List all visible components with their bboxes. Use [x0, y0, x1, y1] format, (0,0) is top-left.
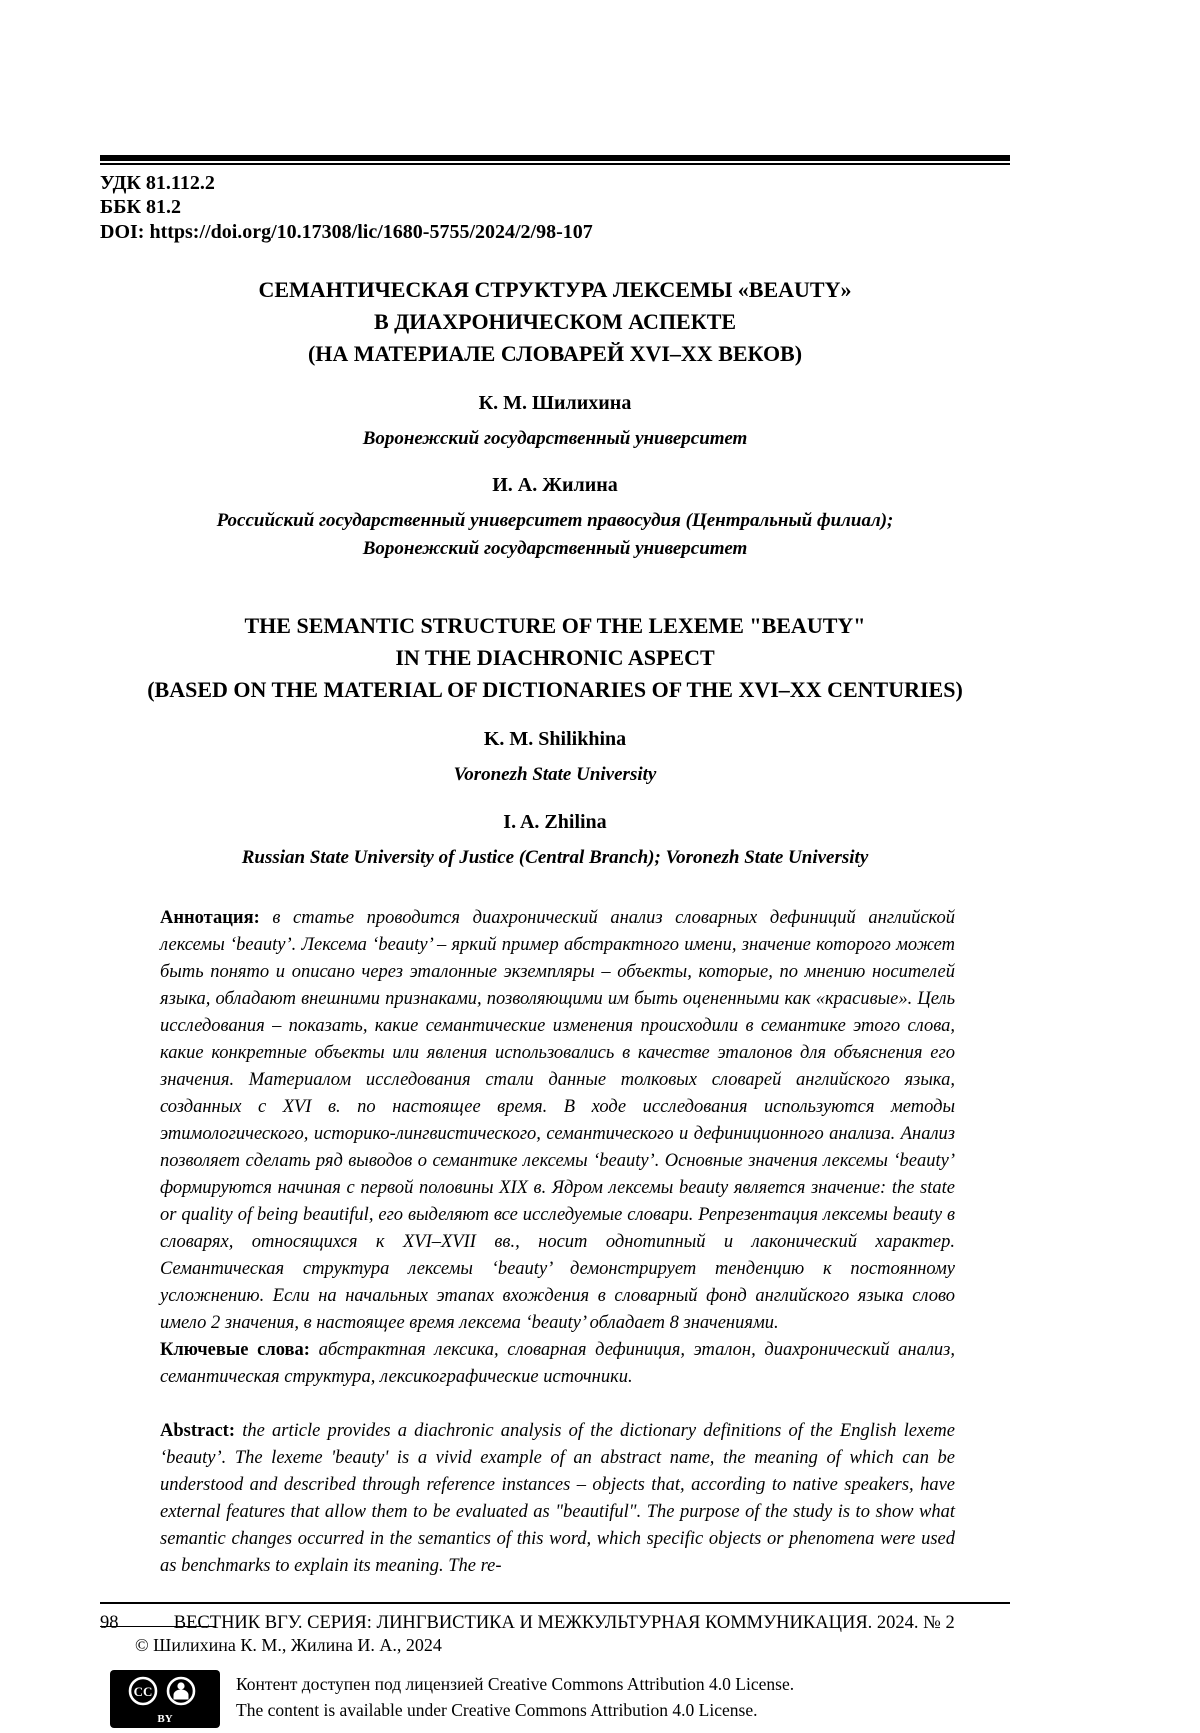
annotation-ru-paragraph: [160, 905, 955, 1337]
page-footer: [100, 1602, 1010, 1634]
journal-title: ВЕСТНИК ВГУ. СЕРИЯ: ЛИНГВИСТИКА И МЕЖКУЛЬТУРНАЯ КОММУНИКАЦИЯ. 2024. № 2: [173, 1613, 955, 1633]
by-label: BY: [157, 1713, 173, 1726]
page-content: [100, 0, 1010, 1733]
annotation-ru-label: Аннотация:: [160, 908, 260, 929]
author-en-name-1: K. M. Shilikhina: [483, 728, 627, 751]
title-ru-line-1: СЕМАНТИЧЕСКАЯ СТРУКТУРА ЛЕКСЕМЫ «BEAUTY»: [258, 277, 852, 303]
cc-icon-letters: CC: [133, 1684, 153, 1700]
title-en-line-3: (BASED ON THE MATERIAL OF DICTIONARIES OF THE XVI–XX CENTURIES): [147, 677, 963, 703]
by-person-head-icon: [177, 1683, 184, 1690]
title-en-line-2: IN THE DIACHRONIC ASPECT: [395, 645, 715, 671]
author-en-name-2: I. A. Zhilina: [503, 810, 607, 833]
license-line-ru: Контент доступен под лицензией Creative Commons Attribution 4.0 License.: [236, 1674, 795, 1695]
author-en-affiliation-1: Voronezh State University: [453, 764, 657, 786]
bbk-line: ББК 81.2: [100, 196, 181, 219]
title-ru-line-3: (НА МАТЕРИАЛЕ СЛОВАРЕЙ XVI–XX ВЕКОВ): [307, 340, 803, 366]
article-title-ru: [100, 274, 1010, 370]
abstract-en-label: Abstract:: [160, 1421, 236, 1442]
article-title-en: [100, 610, 1010, 706]
author-ru-affiliation-1: Воронежский государственный университет: [362, 427, 748, 449]
page-number: 98: [100, 1613, 119, 1633]
abstract-en-text: the article provides a diachronic analysis of the dictionary definitions of the English lexeme ‘beauty’. The lexeme 'beauty' is a vivid example of an abstract name, the meaning of which can be understood and described through reference instances – objects that, according to native speakers, have external features that allow them to be evaluated as "beautiful". The purpose of the study is to show what semantic changes occurred in the semantics of this word, which specific objects or phenomena were used as benchmarks to explain its meaning. The re-: [160, 1421, 955, 1577]
abstract-en-paragraph: [160, 1418, 955, 1580]
title-en-line-1: THE SEMANTIC STRUCTURE OF THE LEXEME "BEAUTY": [244, 613, 866, 639]
author-en-affiliation-2: Russian State University of Justice (Central Branch); Voronezh State University: [241, 846, 869, 868]
cc-by-badge: [110, 1670, 220, 1733]
license-line-en: The content is available under Creative Commons Attribution 4.0 License.: [236, 1699, 758, 1720]
author-ru-name-1: К. М. Шилихина: [478, 391, 632, 414]
keywords-ru-text: абстрактная лексика, словарная дефиниция, эталон, диахронический анализ, семантическая структура, лексикографические источники.: [160, 1340, 955, 1388]
udk-line: УДК 81.112.2: [100, 172, 215, 194]
keywords-ru-label: Ключевые слова:: [160, 1340, 310, 1361]
keywords-ru-paragraph: [160, 1337, 955, 1391]
cc-by-license-icon: [110, 1670, 220, 1728]
author-ru-name-2: И. А. Жилина: [492, 474, 618, 497]
author-ru-affiliation-2: Российский государственный университет правосудия (Центральный филиал); Воронежский государственный университет: [216, 510, 894, 559]
header-double-rule: [100, 155, 1010, 165]
annotation-ru-text: в статье проводится диахронический анализ словарных дефиниций английской лексемы ‘beauty’. Лексема ‘beauty’ – яркий пример абстрактного имени, значение которого может быть понято и описано через эталонные экземпляры – объекты, которые, по мнению носителей языка, обладают внешними признаками, позволяющими им быть оцененными как «красивые». Цель исследования – показать, какие семантические изменения происходили в семантике этого слова, какие конкретные объекты или явления использовались в качестве эталонов для объяснения его значения. Материалом исследования стали данные толковых словарей английского языка, созданных с XVI в. по настоящее время. В ходе исследования используются методы этимологического, историко-лингвистического, семантического и дефиниционного анализа. Анализ позволяет сделать ряд выводов о семантике лексемы ‘beauty’. Основные значения лексемы ‘beauty’ формируются начиная с первой половины XIX в. Ядром лексемы beauty является значение: the state or quality of being beautiful, его выделяют все исследуемые словари. Репрезентация лексемы beauty в словарях, относящихся к XVI–XVII вв., носит однотипный и лаконический характер. Семантическая структура лексемы ‘beauty’ демонстрирует тенденцию к постоянному усложнению. Если на начальных этапах вхождения в словарный фонд английского языка слово имело 2 значения, в настоящее время лексема ‘beauty’ обладает 8 значениями.: [160, 908, 955, 1334]
copyright-line: © Шилихина К. М., Жилина И. А., 2024: [135, 1635, 442, 1656]
title-ru-line-2: В ДИАХРОНИЧЕСКОМ АСПЕКТЕ: [373, 309, 737, 335]
doi-line: DOI: https://doi.org/10.17308/lic/1680-5755/2024/2/98-107: [100, 220, 593, 243]
